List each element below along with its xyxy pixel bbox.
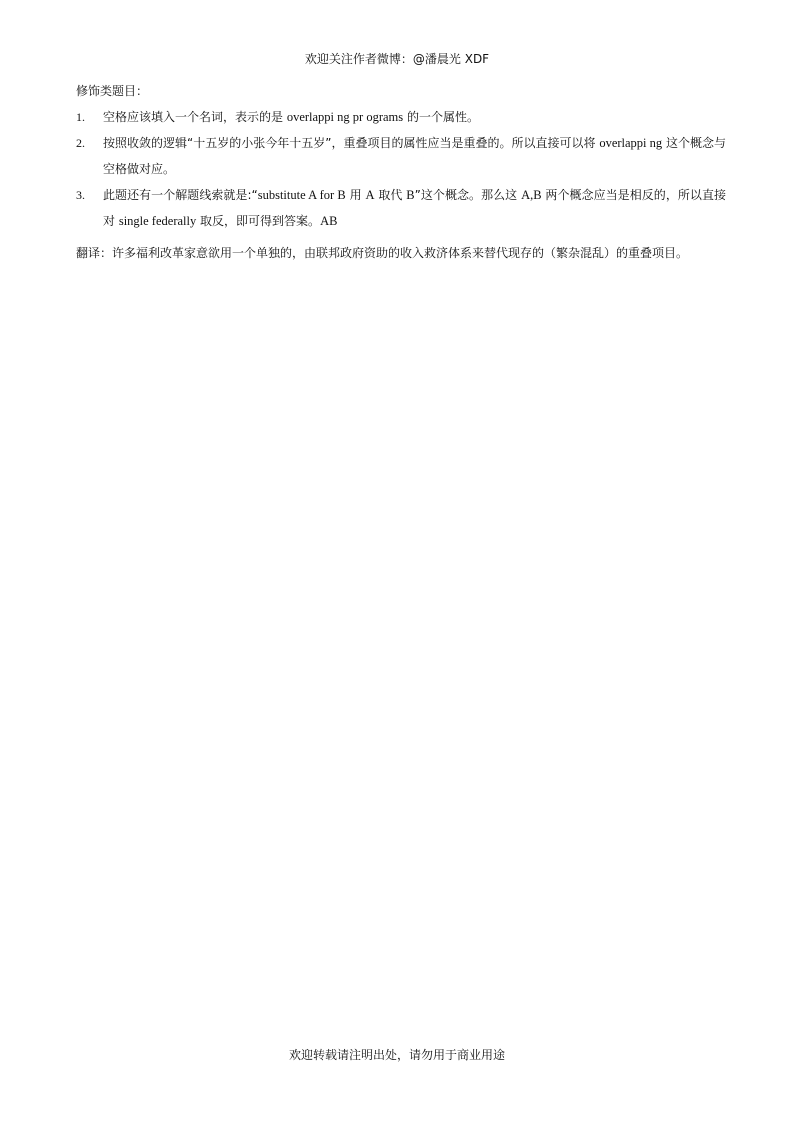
answer-text: AB bbox=[320, 214, 338, 228]
translation-paragraph: 翻译：许多福利改革家意欲用一个单独的，由联邦政府资助的收入救济体系来替代现存的（繁杂混乱）的重叠项目。 bbox=[76, 246, 689, 260]
item-number: 1. bbox=[76, 110, 85, 124]
item-text: 此题还有一个解题线索就是:“ bbox=[103, 188, 258, 202]
list-item bbox=[76, 104, 726, 130]
item-text: 取反，即可得到答案。 bbox=[196, 214, 321, 228]
item-text: 用 bbox=[345, 188, 366, 202]
item-text: 按照收敛的逻辑“十五岁的小张今年十五岁”，重叠项目的属性应当是重叠的。所以直接可以将 bbox=[103, 136, 600, 150]
item-number: 3. bbox=[76, 188, 85, 202]
list-item bbox=[76, 182, 726, 234]
english-term: substitute A for B bbox=[257, 188, 346, 202]
list-item bbox=[76, 130, 726, 182]
english-term: A,B bbox=[521, 188, 542, 202]
item-text: 的一个属性。 bbox=[403, 110, 479, 124]
english-term: single federally bbox=[118, 214, 197, 228]
english-term: overlappi ng pr ograms bbox=[286, 110, 404, 124]
english-term: B bbox=[406, 188, 415, 202]
section-title: 修饰类题目： bbox=[76, 84, 149, 98]
document-body bbox=[76, 78, 726, 278]
page-footer: 欢迎转载请注明出处，请勿用于商业用途 bbox=[288, 1048, 505, 1062]
item-text: 空格应该填入一个名词，表示的是 bbox=[103, 110, 287, 124]
item-text: 这个概念与空格做对应。 bbox=[103, 136, 726, 176]
item-text: 两个概念应当是相反的，所以直接对 bbox=[103, 188, 726, 228]
page-header: 欢迎关注作者微博：@潘晨光 XDF bbox=[304, 52, 490, 66]
item-number: 2. bbox=[76, 136, 85, 150]
item-text: ”这个概念。那么这 bbox=[414, 188, 522, 202]
answer-list bbox=[76, 104, 726, 234]
english-term: overlappi ng bbox=[599, 136, 663, 150]
item-text: 取代 bbox=[374, 188, 407, 202]
english-term: A bbox=[365, 188, 375, 202]
